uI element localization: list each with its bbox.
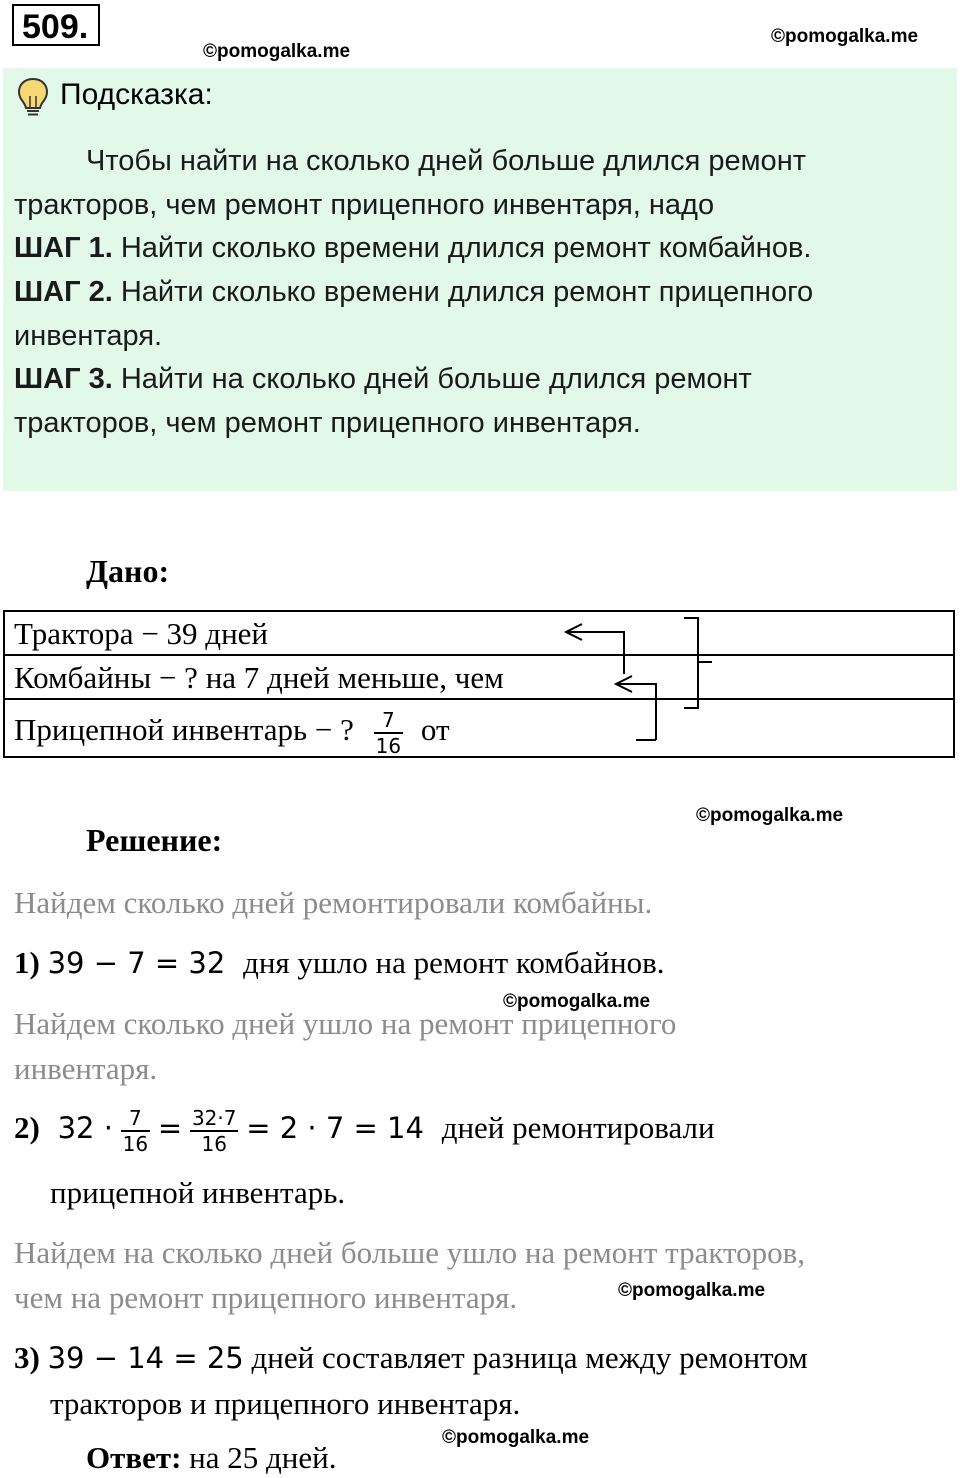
answer-text: на 25 дней. [181,1440,337,1475]
step-2-result: = 2 · 7 = 14 [246,1111,424,1146]
hint-intro-line: Чтобы найти на сколько дней больше длился ремонт [86,145,806,177]
watermark: ©pomogalka.me [696,805,844,826]
solution-step-3 [14,1340,808,1376]
step-number: 1) [14,945,40,980]
solution-note-3-cont: чем на ремонт прицепного инвентаря. [14,1280,518,1315]
step-2-factor: 32 · [57,1111,113,1146]
fraction-numerator: 7 [121,1106,150,1132]
watermark: ©pomogalka.me [442,1427,590,1448]
step-number: 2) [14,1110,40,1146]
trailer-label: Прицепной инвентарь − ? [14,712,354,748]
hint-title: Подсказка: [60,78,213,111]
step-label: ШАГ 2. [14,276,113,308]
hint-step-3-cont: тракторов, чем ремонт прицепного инвентаря. [14,407,641,439]
step-2-text: дней ремонтировали [441,1110,715,1146]
trailer-from: от [420,712,450,748]
hint-intro-line: тракторов, чем ремонт прицепного инвентаря, надо [14,189,715,221]
step-text: Найти сколько времени длился ремонт прицепного [112,276,814,308]
fraction-numerator: 32·7 [191,1106,237,1130]
fraction-denominator: 16 [201,1132,227,1156]
step-3-text-cont: тракторов и прицепного инвентаря. [50,1386,521,1421]
hint-step-2 [14,276,813,309]
problem-number: 509. [12,4,100,46]
equals-sign: = [157,1111,183,1146]
given-row-combines: Комбайны − ? на 7 дней меньше, чем [14,660,504,695]
solution-step-2 [14,1106,715,1156]
lightbulb-icon [16,76,50,118]
given-title: Дано: [86,553,170,589]
watermark: ©pomogalka.me [618,1280,766,1301]
fraction [190,1106,239,1156]
fraction [121,1106,150,1156]
fraction-denominator: 16 [122,1132,149,1156]
watermark: ©pomogalka.me [771,26,919,47]
solution-note-2: Найдем сколько дней ушло на ремонт прицепного [14,1006,677,1041]
step-label: ШАГ 1. [14,232,113,264]
hint-step-3 [14,363,752,396]
solution-note-1: Найдем сколько дней ремонтировали комбайны. [14,885,653,920]
answer-label: Ответ: [86,1440,182,1475]
step-3-expression: 39 − 14 = 25 [47,1341,244,1375]
step-text: Найти сколько времени длился ремонт комбайнов. [112,232,812,264]
step-1-text: дня ушло на ремонт комбайнов. [243,945,665,980]
solution-step-1 [14,945,665,981]
relation-arrows [0,600,960,760]
watermark: ©pomogalka.me [503,991,651,1012]
step-1-expression: 39 − 7 = 32 [47,946,226,980]
solution-note-3: Найдем на сколько дней больше ушло на ремонт тракторов, [14,1235,806,1270]
step-number: 3) [14,1340,40,1375]
answer [86,1440,336,1476]
step-label: ШАГ 3. [14,363,113,395]
fraction-denominator: 16 [375,734,402,758]
step-text: Найти на сколько дней больше длился ремонт [112,363,752,395]
fraction-numerator: 7 [374,708,403,734]
given-row-tractors: Трактора − 39 дней [14,616,269,651]
step-3-text: дней составляет разница между ремонтом [243,1340,808,1375]
step-2-text-cont: прицепной инвентарь. [50,1175,346,1210]
hint-step-1 [14,232,811,265]
watermark: ©pomogalka.me [203,41,351,62]
solution-title: Решение: [86,822,223,858]
hint-step-2-cont: инвентаря. [14,320,163,352]
solution-note-2-cont: инвентаря. [14,1051,158,1086]
